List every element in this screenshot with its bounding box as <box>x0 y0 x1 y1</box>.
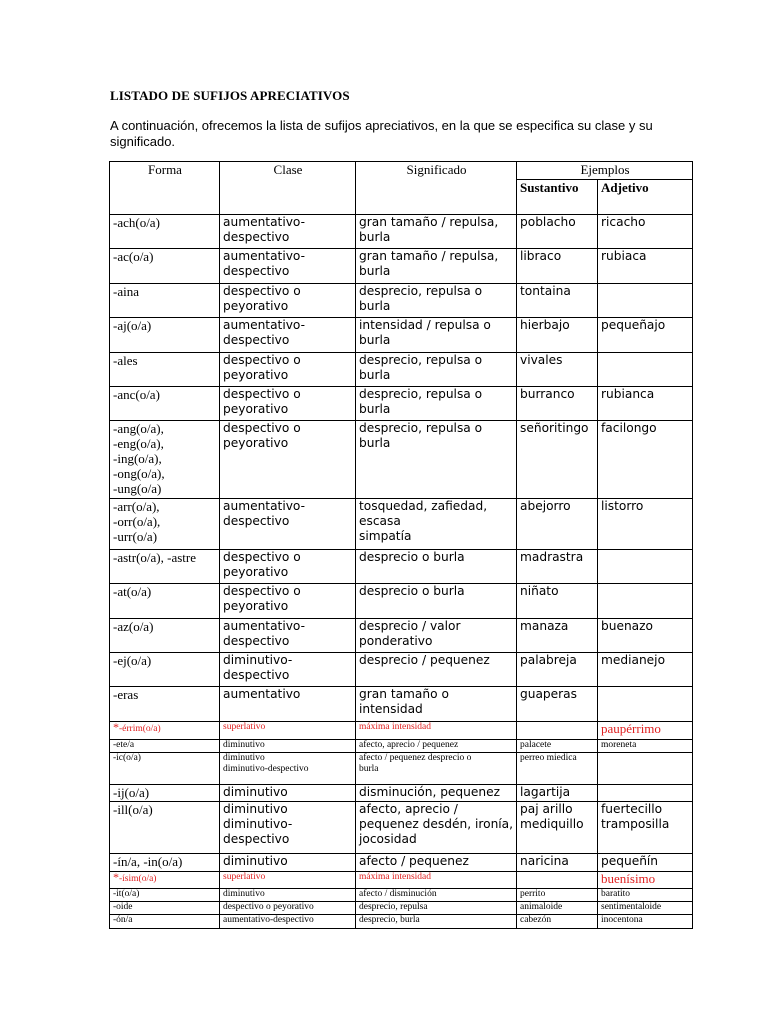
cell-clase: aumentativo- despectivo <box>220 619 356 653</box>
cell-adjetivo: sentimentaloide <box>598 902 693 915</box>
cell-clase: aumentativo- despectivo <box>220 499 356 550</box>
cell-clase: superlativo <box>220 872 356 889</box>
cell-adjetivo: ricacho <box>598 215 693 249</box>
table-row <box>110 687 693 722</box>
cell-sustantivo: poblacho <box>517 215 598 249</box>
cell-forma <box>110 550 220 584</box>
forma-text: -ij(o/a) <box>113 785 150 800</box>
cell-significado: afecto / pequenez desprecio o burla <box>356 753 517 785</box>
cell-sustantivo: palacete <box>517 740 598 753</box>
forma-text: -arr(o/a), -orr(o/a), -urr(o/a) <box>113 499 161 544</box>
cell-adjetivo <box>598 584 693 619</box>
cell-forma <box>110 687 220 722</box>
document-title: LISTADO DE SUFIJOS APRECIATIVOS <box>110 88 350 103</box>
cell-clase: aumentativo-despectivo <box>220 915 356 929</box>
forma-text: -ón/a <box>113 915 133 925</box>
cell-sustantivo: guaperas <box>517 687 598 722</box>
cell-clase: aumentativo- despectivo <box>220 215 356 249</box>
cell-forma <box>110 902 220 915</box>
cell-significado: máxima intensidad <box>356 722 517 740</box>
forma-text: -ach(o/a) <box>113 215 160 230</box>
intro-paragraph: A continuación, ofrecemos la lista de sufijos apreciativos, en la que se especifica su clase y su significado. <box>110 118 653 149</box>
cell-sustantivo: señoritingo <box>517 421 598 499</box>
cell-forma <box>110 619 220 653</box>
forma-text: -ales <box>113 353 138 368</box>
cell-significado: gran tamaño / repulsa, burla <box>356 249 517 284</box>
cell-adjetivo <box>598 785 693 802</box>
asterisk-mark: * <box>113 871 119 884</box>
cell-forma <box>110 215 220 249</box>
forma-text: -anc(o/a) <box>113 387 160 402</box>
cell-clase: superlativo <box>220 722 356 740</box>
header-sustantivo: Sustantivo <box>517 180 598 215</box>
forma-text: -ín/a, -in(o/a) <box>113 854 183 869</box>
cell-sustantivo: libraco <box>517 249 598 284</box>
cell-significado: desprecio, repulsa o burla <box>356 353 517 387</box>
cell-sustantivo: tontaina <box>517 284 598 318</box>
table-row <box>110 584 693 619</box>
cell-clase: diminutivo diminutivo- despectivo <box>220 802 356 854</box>
header-clase: Clase <box>220 162 356 215</box>
cell-sustantivo <box>517 722 598 740</box>
cell-adjetivo: pequeñín <box>598 854 693 872</box>
table-row <box>110 785 693 802</box>
cell-sustantivo: paj arillo mediquillo <box>517 802 598 854</box>
table-row <box>110 619 693 653</box>
cell-clase: diminutivo diminutivo-despectivo <box>220 753 356 785</box>
cell-adjetivo <box>598 550 693 584</box>
table-row <box>110 550 693 584</box>
table-row <box>110 318 693 353</box>
cell-significado: afecto / pequenez <box>356 854 517 872</box>
cell-significado: afecto, aprecio / pequenez desdén, ironía, jocosidad <box>356 802 517 854</box>
cell-forma <box>110 722 220 740</box>
cell-adjetivo: rubiaca <box>598 249 693 284</box>
cell-sustantivo: perrito <box>517 889 598 902</box>
cell-sustantivo: vivales <box>517 353 598 387</box>
cell-significado: desprecio, repulsa o burla <box>356 421 517 499</box>
cell-forma <box>110 889 220 902</box>
cell-significado: desprecio o burla <box>356 550 517 584</box>
table-row <box>110 802 693 854</box>
forma-text: -ang(o/a), -eng(o/a), -ing(o/a), -ong(o/a), -ung(o/a) <box>113 421 165 496</box>
cell-clase: despectivo o peyorativo <box>220 550 356 584</box>
cell-clase: aumentativo- despectivo <box>220 249 356 284</box>
cell-clase: aumentativo- despectivo <box>220 318 356 353</box>
cell-sustantivo: abejorro <box>517 499 598 550</box>
table-row <box>110 740 693 753</box>
forma-text: -ill(o/a) <box>113 802 153 817</box>
header-adjetivo: Adjetivo <box>598 180 693 215</box>
cell-forma <box>110 249 220 284</box>
forma-text: -at(o/a) <box>113 584 152 599</box>
table-row <box>110 421 693 499</box>
cell-significado: gran tamaño o intensidad <box>356 687 517 722</box>
table-row <box>110 499 693 550</box>
forma-text: -ac(o/a) <box>113 249 154 264</box>
cell-significado: afecto, aprecio / pequenez <box>356 740 517 753</box>
cell-adjetivo: baratito <box>598 889 693 902</box>
cell-significado: desprecio / pequenez <box>356 653 517 687</box>
forma-text: -oide <box>113 902 133 912</box>
cell-forma <box>110 318 220 353</box>
cell-clase: despectivo o peyorativo <box>220 284 356 318</box>
suffix-table <box>109 161 693 929</box>
cell-adjetivo <box>598 284 693 318</box>
table-row <box>110 889 693 902</box>
cell-sustantivo: perreo miedica <box>517 753 598 785</box>
cell-adjetivo: listorro <box>598 499 693 550</box>
table-row <box>110 653 693 687</box>
cell-sustantivo: burranco <box>517 387 598 421</box>
cell-significado: desprecio, repulsa o burla <box>356 387 517 421</box>
cell-sustantivo: animaloide <box>517 902 598 915</box>
cell-significado: tosquedad, zafiedad, escasa simpatía <box>356 499 517 550</box>
cell-significado: máxima intensidad <box>356 872 517 889</box>
cell-significado: desprecio, repulsa o burla <box>356 284 517 318</box>
header-forma: Forma <box>110 162 220 215</box>
table-row <box>110 353 693 387</box>
cell-adjetivo: rubianca <box>598 387 693 421</box>
cell-forma <box>110 499 220 550</box>
forma-text: -az(o/a) <box>113 619 154 634</box>
cell-forma <box>110 872 220 889</box>
cell-clase: diminutivo <box>220 854 356 872</box>
table-row <box>110 854 693 872</box>
cell-sustantivo: cabezón <box>517 915 598 929</box>
table-row <box>110 284 693 318</box>
cell-significado: desprecio o burla <box>356 584 517 619</box>
cell-significado: desprecio, repulsa <box>356 902 517 915</box>
cell-forma <box>110 353 220 387</box>
cell-significado: gran tamaño / repulsa, burla <box>356 215 517 249</box>
cell-clase: despectivo o peyorativo <box>220 902 356 915</box>
cell-clase: diminutivo <box>220 740 356 753</box>
cell-clase: diminutivo <box>220 889 356 902</box>
table-row <box>110 872 693 889</box>
cell-sustantivo: manaza <box>517 619 598 653</box>
cell-forma <box>110 387 220 421</box>
cell-significado: disminución, pequenez <box>356 785 517 802</box>
cell-significado: intensidad / repulsa o burla <box>356 318 517 353</box>
cell-clase: despectivo o peyorativo <box>220 353 356 387</box>
cell-adjetivo <box>598 753 693 785</box>
table-row <box>110 915 693 929</box>
cell-adjetivo <box>598 353 693 387</box>
cell-forma <box>110 421 220 499</box>
table-row <box>110 387 693 421</box>
cell-forma <box>110 785 220 802</box>
cell-clase: diminutivo <box>220 785 356 802</box>
cell-significado: afecto / disminución <box>356 889 517 902</box>
forma-text: -astr(o/a), -astre <box>113 550 197 565</box>
cell-adjetivo: facilongo <box>598 421 693 499</box>
header-row <box>110 162 693 180</box>
cell-forma <box>110 653 220 687</box>
cell-clase: diminutivo- despectivo <box>220 653 356 687</box>
cell-adjetivo: pequeñajo <box>598 318 693 353</box>
cell-adjetivo: buenazo <box>598 619 693 653</box>
cell-clase: despectivo o peyorativo <box>220 421 356 499</box>
cell-clase: aumentativo <box>220 687 356 722</box>
cell-clase: despectivo o peyorativo <box>220 584 356 619</box>
cell-adjetivo: buenísimo <box>598 872 693 889</box>
forma-text: -aj(o/a) <box>113 318 152 333</box>
cell-adjetivo: fuertecillo tramposilla <box>598 802 693 854</box>
cell-forma <box>110 740 220 753</box>
cell-forma <box>110 915 220 929</box>
cell-significado: desprecio / valor ponderativo <box>356 619 517 653</box>
cell-forma <box>110 802 220 854</box>
forma-text: -érrim(o/a) <box>119 724 161 734</box>
cell-adjetivo: inocentona <box>598 915 693 929</box>
cell-clase: despectivo o peyorativo <box>220 387 356 421</box>
cell-forma <box>110 753 220 785</box>
table-row <box>110 902 693 915</box>
forma-text: -it(o/a) <box>113 889 140 899</box>
forma-text: -ej(o/a) <box>113 653 152 668</box>
cell-sustantivo: niñato <box>517 584 598 619</box>
cell-significado: desprecio, burla <box>356 915 517 929</box>
forma-text: -eras <box>113 687 139 702</box>
table-row <box>110 249 693 284</box>
cell-sustantivo <box>517 872 598 889</box>
cell-sustantivo: hierbajo <box>517 318 598 353</box>
header-significado: Significado <box>356 162 517 215</box>
forma-text: -ísim(o/a) <box>119 874 157 884</box>
cell-adjetivo: moreneta <box>598 740 693 753</box>
cell-adjetivo: paupérrimo <box>598 722 693 740</box>
cell-sustantivo: palabreja <box>517 653 598 687</box>
cell-adjetivo <box>598 687 693 722</box>
cell-sustantivo: lagartija <box>517 785 598 802</box>
cell-sustantivo: madrastra <box>517 550 598 584</box>
cell-forma <box>110 284 220 318</box>
table-row <box>110 722 693 740</box>
table-row <box>110 753 693 785</box>
table-row <box>110 215 693 249</box>
cell-forma <box>110 584 220 619</box>
forma-text: -aina <box>113 284 139 299</box>
cell-sustantivo: naricina <box>517 854 598 872</box>
forma-text: -ic(o/a) <box>113 753 141 763</box>
forma-text: -ete/a <box>113 740 135 750</box>
asterisk-mark: * <box>113 721 119 734</box>
cell-forma <box>110 854 220 872</box>
cell-adjetivo: medianejo <box>598 653 693 687</box>
header-ejemplos: Ejemplos <box>517 162 693 180</box>
